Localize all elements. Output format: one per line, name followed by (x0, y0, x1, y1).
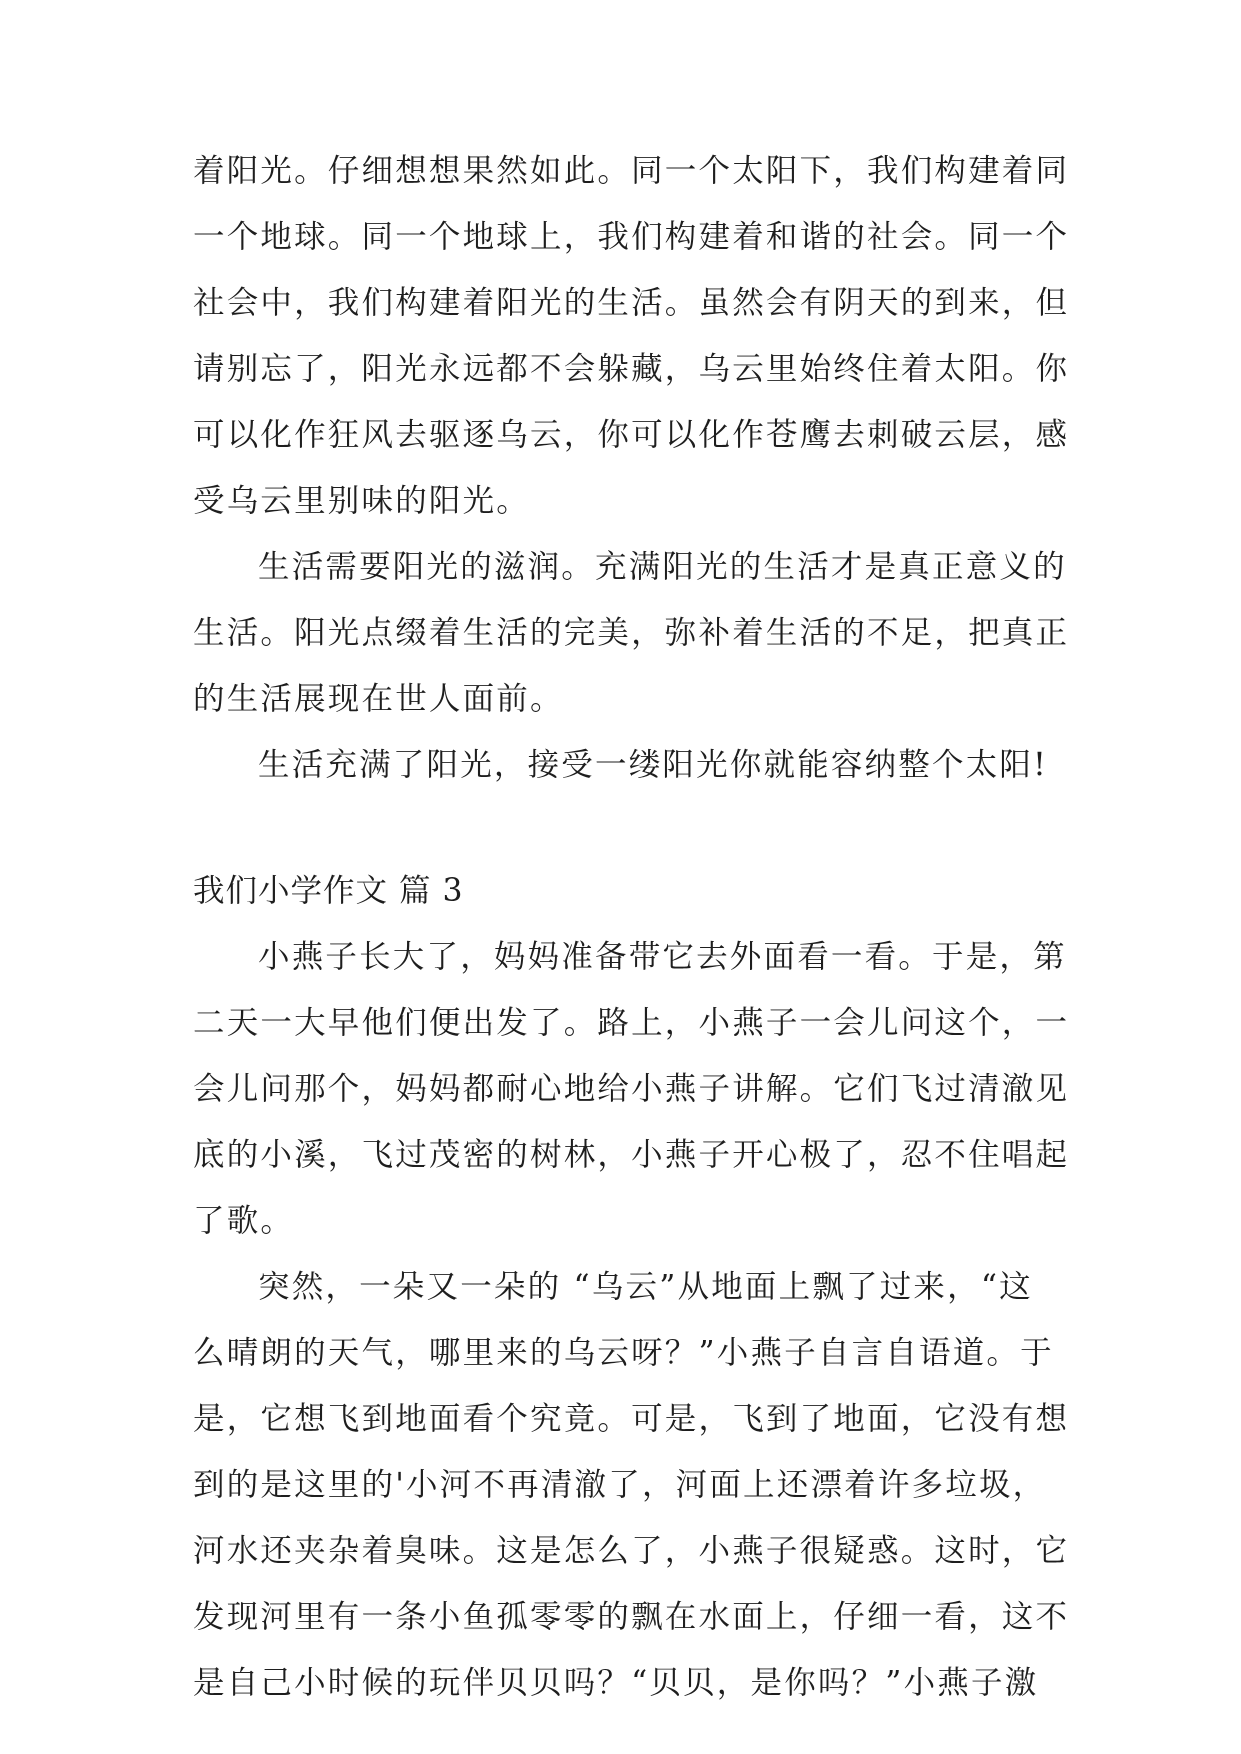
text-line: 可以化作狂风去驱逐乌云，你可以化作苍鹰去刺破云层，感 (193, 417, 1070, 453)
text-line: 底的小溪，飞过茂密的树林，小燕子开心极了，忍不住唱起 (193, 1137, 1070, 1173)
text-line: 么晴朗的天气，哪里来的乌云呀？”小燕子自言自语道。于 (193, 1335, 1054, 1371)
text-line: 了歌。 (193, 1203, 295, 1239)
text-line: 到的是这里的'小河不再清澈了，河面上还漂着许多垃圾， (193, 1467, 1047, 1503)
paragraph-4 (193, 924, 1070, 1254)
text-line: 会儿问那个，妈妈都耐心地给小燕子讲解。它们飞过清澈见 (193, 1071, 1070, 1107)
text-line: 受乌云里别味的阳光。 (193, 483, 531, 519)
text-line: 一个地球。同一个地球上，我们构建着和谐的社会。同一个 (193, 219, 1070, 255)
text-line: 是，它想飞到地面看个究竟。可是，飞到了地面，它没有想 (193, 1401, 1070, 1437)
document-page (193, 138, 1070, 1716)
paragraph-1 (193, 138, 1070, 534)
paragraph-5 (193, 1254, 1070, 1716)
text-line: 突然，一朵又一朵的 “乌云”从地面上飘了过来，“这 (258, 1269, 1033, 1305)
text-line: 着阳光。仔细想想果然如此。同一个太阳下，我们构建着同 (193, 153, 1070, 189)
text-line: 生活需要阳光的滋润。充满阳光的生活才是真正意义的 (258, 549, 1067, 585)
text-line: 二天一大早他们便出发了。路上，小燕子一会儿问这个，一 (193, 1005, 1070, 1041)
text-line: 社会中，我们构建着阳光的生活。虽然会有阴天的到来，但 (193, 285, 1070, 321)
text-line: 生活。阳光点缀着生活的完美，弥补着生活的不足，把真正 (193, 615, 1070, 651)
text-line: 生活充满了阳光，接受一缕阳光你就能容纳整个太阳! (258, 747, 1048, 783)
section-spacer (193, 798, 1055, 858)
text-line: 小燕子长大了，妈妈准备带它去外面看一看。于是，第 (258, 939, 1067, 975)
section-heading: 我们小学作文 篇 3 (193, 873, 464, 909)
paragraph-3 (193, 732, 1055, 798)
text-line: 是自己小时候的玩伴贝贝吗？“贝贝，是你吗？”小燕子激 (193, 1665, 1039, 1701)
text-line: 的生活展现在世人面前。 (193, 681, 564, 717)
paragraph-2 (193, 534, 1070, 732)
text-line: 请别忘了，阳光永远都不会躲藏，乌云里始终住着太阳。你 (193, 351, 1070, 387)
text-line: 河水还夹杂着臭味。这是怎么了，小燕子很疑惑。这时，它 (193, 1533, 1070, 1569)
text-line: 发现河里有一条小鱼孤零零的飘在水面上，仔细一看，这不 (193, 1599, 1070, 1635)
